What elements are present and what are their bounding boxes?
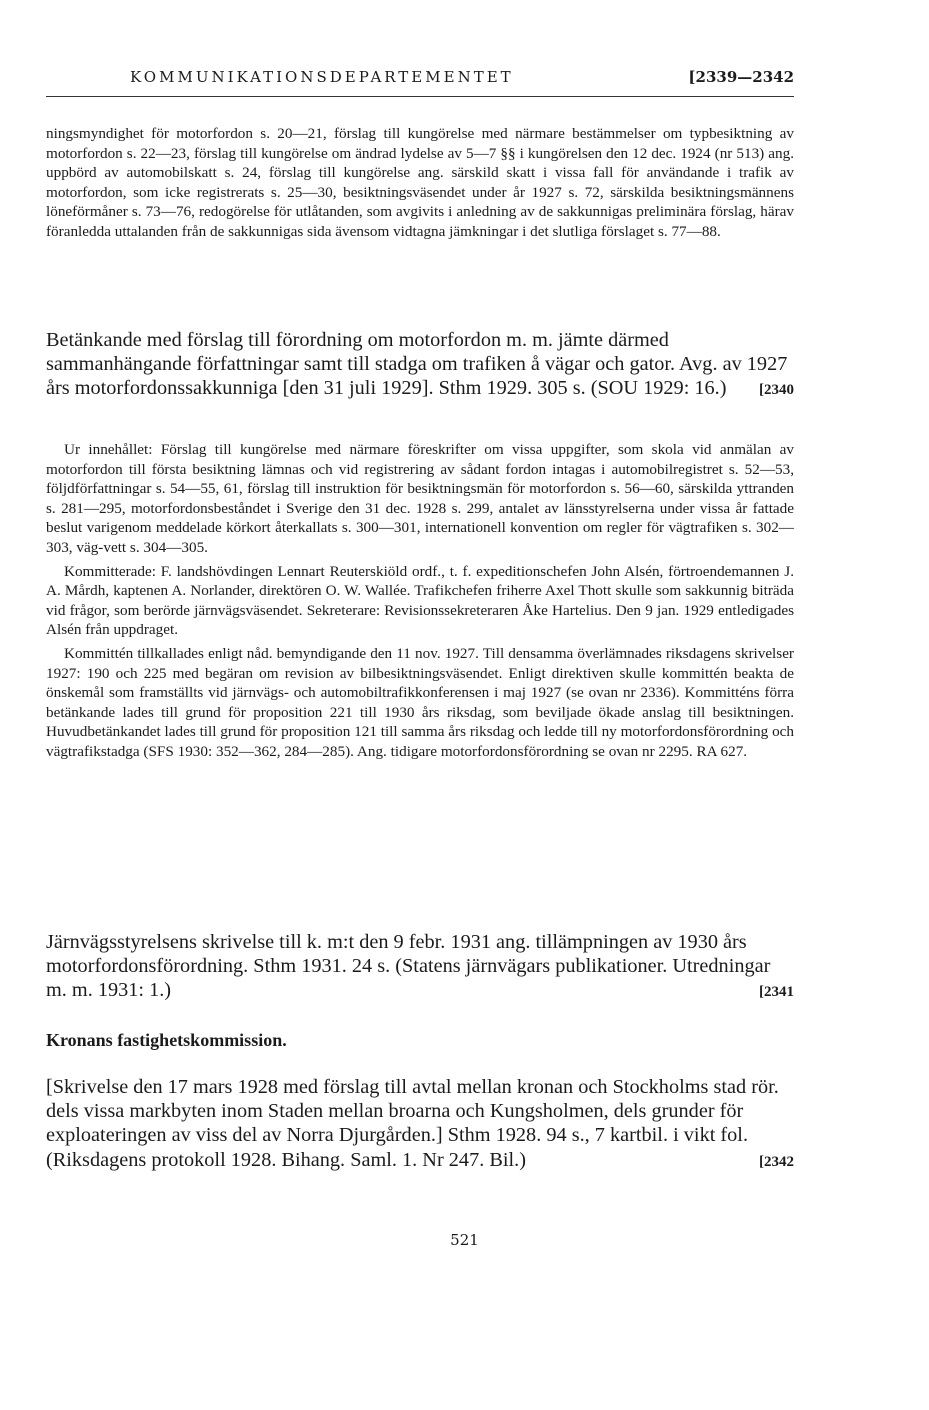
entry-2340-title-block	[46, 328, 794, 403]
header-rule	[46, 96, 794, 97]
intro-paragraph	[46, 124, 794, 246]
entry-2342-number: [2342	[759, 1153, 794, 1170]
section-heading: Kronans fastighetskommission.	[46, 1030, 287, 1050]
entry-2340-history: Kommittén tillkallades enligt nåd. bemyndigande den 11 nov. 1927. Till densamma överlämnades riksdagens skrivelser 1927: 190 och 225 med begäran om revision av bilbesiktningsväsendet. Enligt direktiven skulle kommittén beakta de önskemål som framställts vid järnvägs- och automobiltrafikkonferensen i maj 1927 (se ovan nr 2336). Kommitténs förra betänkande lades till grund för proposition 221 till 1930 års riksdag, som beviljade ökade anslag till besiktningen. Huvudbetänkandet lades till grund för proposition 121 till samma års riksdag och ledde till ny motorfordonsförordning och vägtrafikstadga (SFS 1930: 352—362, 284—285). Ang. tidigare motorfordonsförordning se ovan nr 2295. RA 627.	[46, 644, 794, 760]
page-number: 521	[450, 1231, 479, 1249]
entry-range: [2339—2342	[688, 68, 794, 86]
entry-2340-number: [2340	[759, 382, 794, 399]
entry-2342-title-block	[46, 1075, 794, 1174]
entry-2341-title: Järnvägsstyrelsens skrivelse till k. m:t den 9 febr. 1931 ang. tillämpningen av 1930 års motorfordonsförordning. Sthm 1931. 24 s. (Statens järnvägars publikationer. Utredningar m. m. 1931: 1.)	[46, 931, 771, 1002]
department-title: KOMMUNIKATIONSDEPARTEMENTET	[130, 68, 514, 86]
entry-2340-committee: Kommitterade: F. landshövdingen Lennart Reuterskiöld ordf., t. f. expeditionschefen John Alsén, förtroendemannen J. A. Mårdh, kaptenen A. Norlander, direktören O. W. Wallée. Trafikchefen friherre Axel Thott skulle som sakkunnig biträda vid frågor, som berörde järnvägsväsendet. Sekreterare: Revisionssekreteraren Åke Hartelius. Den 9 jan. 1929 entledigades Alsén från uppdraget.	[46, 562, 794, 639]
entry-2340-title: Betänkande med förslag till förordning om motorfordon m. m. jämte därmed sammanhängande författningar samt till stadga om trafiken å vägar och gator. Avg. av 1927 års motorfordonssakkunniga [den 31 juli 1929]. Sthm 1929. 305 s. (SOU 1929: 16.)	[46, 329, 788, 400]
entry-2342-title: [Skrivelse den 17 mars 1928 med förslag till avtal mellan kronan och Stockholms stad rör. dels vissa markbyten inom Staden mellan broarna och Kungsholmen, dels grunder för exploateringen av viss del av Norra Djurgården.] Sthm 1928. 94 s., 7 kartbil. i vikt fol. (Riksdagens protokoll 1928. Bihang. Saml. 1. Nr 247. Bil.)	[46, 1076, 779, 1171]
entry-2340-body	[46, 440, 794, 766]
entry-2341-number: [2341	[759, 984, 794, 1001]
running-head	[130, 68, 794, 86]
intro-text: ningsmyndighet för motorfordon s. 20—21, förslag till kungörelse med närmare bestämmelser om typbesiktning av motorfordon s. 22—23, förslag till kungörelse om ändrad lydelse av 5—7 §§ i kungörelsen den 12 dec. 1924 (nr 513) ang. uppbörd av automobilskatt s. 24, förslag till kungörelse ang. särskild skatt i vissa fall för användande i trafik av motorfordon, som icke registrerats s. 25—30, besiktningsväsendet under år 1927 s. 72, särskilda besiktningsmännens löneförmåner s. 73—76, redogörelse för utlåtanden, som avgivits i anledning av de sakkunnigas preliminära förslag, härav föranledda uttalanden från de sakkunnigas sida ävensom vidtagna jämkningar i det slutliga förslaget s. 77—88.	[46, 125, 794, 240]
entry-2340-contents: Ur innehållet: Förslag till kungörelse med närmare föreskrifter om vissa uppgifter, som skola vid anmälan av motorfordon till första besiktning lämnas och vid registrering av sådant fordon intagas i automobilregistret s. 52—53, följdförfattningar s. 54—55, 61, förslag till instruktion för besiktningsmän för motorfordon s. 56—60, särskilda yttranden s. 281—295, motorfordonsbeståndet i Sverige den 31 dec. 1928 s. 299, antalet av länsstyrelserna under vissa år fattade beslut varigenom meddelade körkort återkallats s. 300—301, internationell konvention om regler för vägtrafiken s. 302—303, väg-vett s. 304—305.	[46, 441, 794, 556]
entry-2341-title-block	[46, 930, 794, 1005]
